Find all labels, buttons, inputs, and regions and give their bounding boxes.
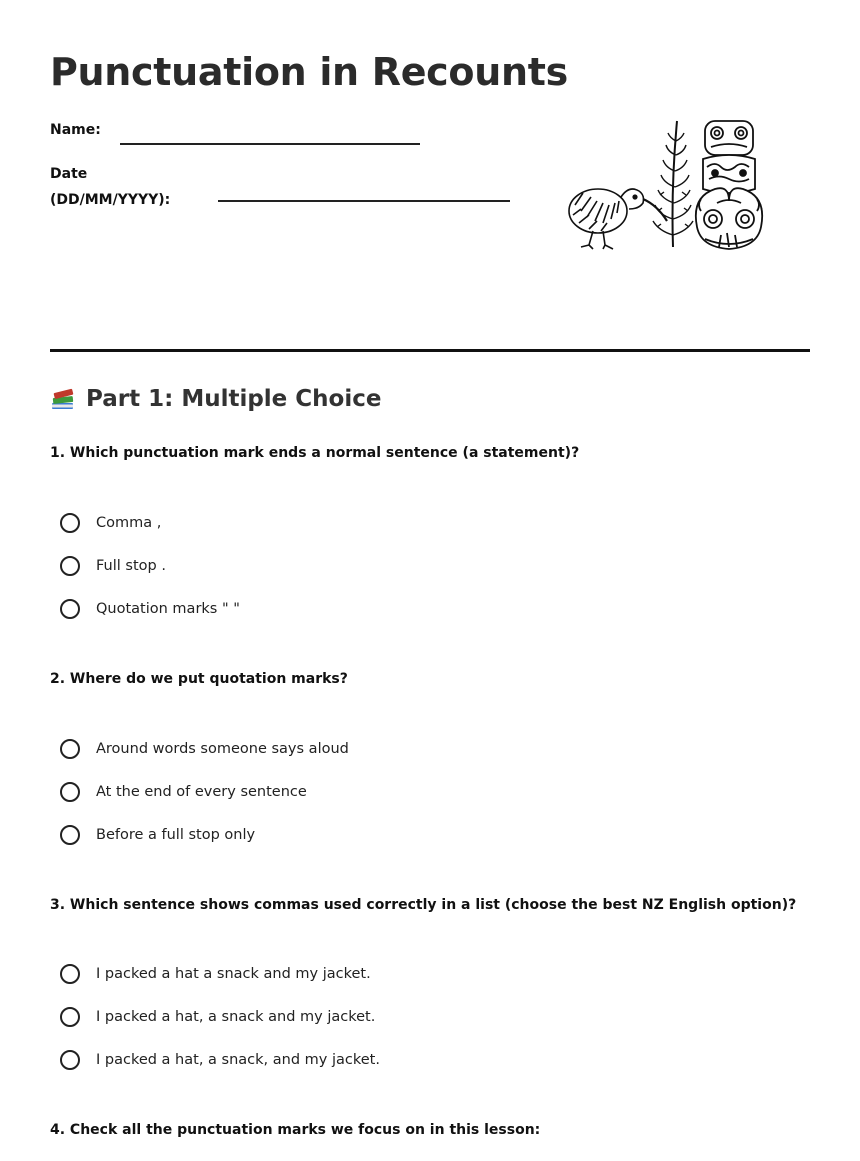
question-3-option-2[interactable] [60,1004,375,1030]
section-title-text: Part 1: Multiple Choice [86,386,382,412]
kiwi-bird-icon [569,189,667,249]
radio-button[interactable] [60,1050,80,1070]
question-2-option-3[interactable] [60,822,255,848]
question-3: 3. Which sentence shows commas used correctly in a list (choose the best NZ English option)? [50,897,797,913]
header-illustration [565,115,775,255]
page-title: Punctuation in Recounts [50,50,568,94]
question-3-option-3[interactable] [60,1047,380,1073]
option-label: I packed a hat, a snack, and my jacket. [96,1052,380,1068]
date-label [50,161,170,213]
question-1-option-1[interactable] [60,510,161,536]
name-field[interactable] [120,143,420,145]
radio-button[interactable] [60,513,80,533]
option-label: I packed a hat, a snack and my jacket. [96,1009,376,1025]
question-1-option-2[interactable] [60,553,166,579]
name-label: Name: [50,122,101,138]
section-divider [50,349,810,352]
radio-button[interactable] [60,825,80,845]
section-title [50,386,381,412]
question-3-option-1[interactable] [60,961,371,987]
radio-button[interactable] [60,556,80,576]
fern-icon [653,121,693,247]
option-label: Quotation marks " " [96,601,240,617]
question-2-option-1[interactable] [60,736,349,762]
question-2-option-2[interactable] [60,779,307,805]
option-label: Full stop . [96,558,166,574]
date-label-line2: (DD/MM/YYYY): [50,192,171,208]
question-2: 2. Where do we put quotation marks? [50,671,348,687]
radio-button[interactable] [60,739,80,759]
option-label: I packed a hat a snack and my jacket. [96,966,371,982]
option-label: Comma , [96,515,162,531]
date-label-line1: Date [50,166,88,182]
question-1: 1. Which punctuation mark ends a normal sentence (a statement)? [50,445,580,461]
option-label: Before a full stop only [96,827,256,843]
date-field[interactable] [218,200,510,202]
radio-button[interactable] [60,964,80,984]
maori-carving-icon [696,121,762,249]
radio-button[interactable] [60,782,80,802]
radio-button[interactable] [60,599,80,619]
option-label: Around words someone says aloud [96,741,349,757]
option-label: At the end of every sentence [96,784,307,800]
radio-button[interactable] [60,1007,80,1027]
books-icon [50,386,76,412]
question-4: 4. Check all the punctuation marks we focus on in this lesson: [50,1122,541,1138]
question-1-option-3[interactable] [60,596,240,622]
